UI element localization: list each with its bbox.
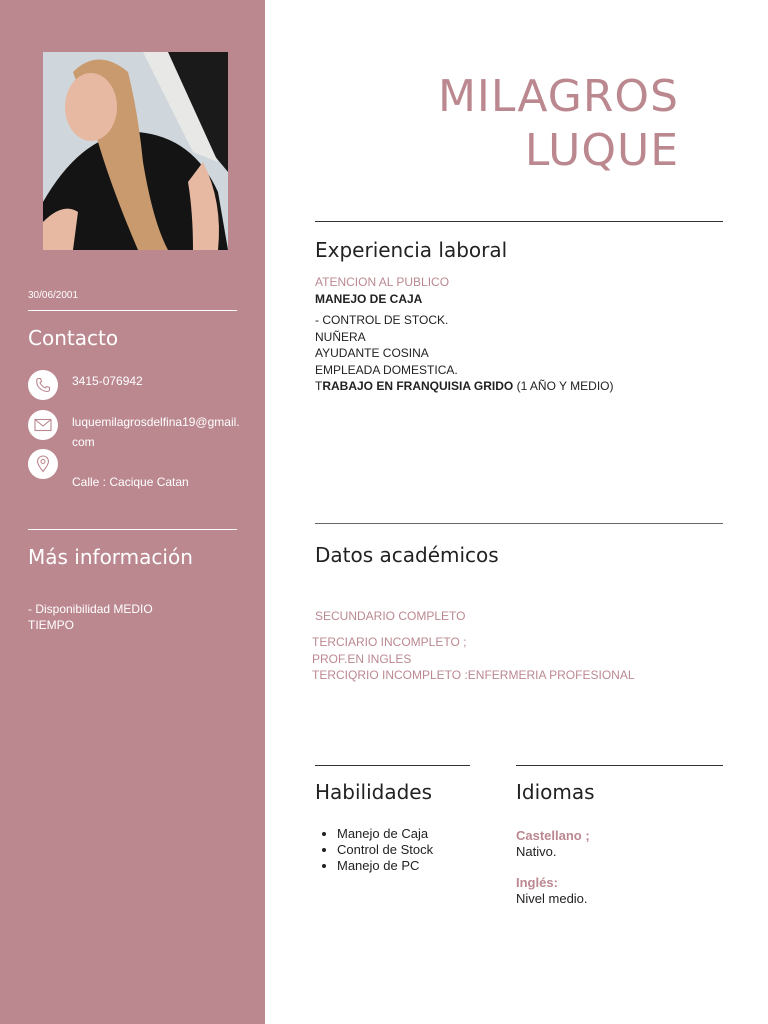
education-item: TERCIARIO INCOMPLETO ; [312,635,467,649]
last-name: LUQUE [524,125,679,176]
section-divider [315,221,723,222]
address: Calle : Cacique Catan [72,475,189,489]
experience-item: NUÑERA [315,329,366,344]
language-level: Nativo. [516,844,557,859]
experience-subtitle: ATENCION AL PUBLICO [315,275,450,289]
first-name: MILAGROS [437,71,679,122]
sidebar-divider [28,310,237,311]
experience-item-duration: (1 AÑO Y MEDIO) [513,379,614,393]
languages-heading: Idiomas [516,780,595,804]
profile-photo-illustration [43,52,228,250]
skills-heading: Habilidades [315,780,433,804]
skill-item: • Manejo de PC [337,858,433,874]
email-icon [28,410,58,440]
full-name [438,70,679,178]
availability-line-1: - Disponibilidad MEDIO [28,602,153,616]
language-name: Castellano ; [516,828,590,843]
phone-number[interactable]: 3415-076942 [72,374,143,388]
language-entry [516,828,590,860]
experience-item: - CONTROL DE STOCK. [315,313,449,327]
sidebar-divider [28,529,237,530]
skill-item: • Manejo de Caja [337,826,433,842]
availability-text [28,601,228,633]
skills-list [315,826,433,874]
experience-item: AYUDANTE COSINA [315,346,429,360]
skill-item: • Control de Stock [337,842,433,858]
contact-heading: Contacto [28,326,119,350]
availability-line-2: TIEMPO [28,618,75,632]
sidebar [0,0,265,1024]
experience-heading: Experiencia laboral [315,238,508,262]
phone-icon [28,370,58,400]
language-level: Nivel medio. [516,891,588,906]
section-divider [516,765,723,766]
education-item: PROF.EN INGLES [312,651,412,666]
education-heading: Datos académicos [315,543,499,567]
email-line-1: luquemilagrosdelfina19@gmail. [72,415,240,429]
experience-role: MANEJO DE CAJA [315,291,423,306]
location-pin-icon [28,449,58,479]
experience-item [315,378,735,395]
education-list [312,634,635,684]
language-name: Inglés: [516,875,558,890]
section-divider [315,523,723,524]
experience-item-initial: T [315,379,323,393]
email-address[interactable] [72,412,257,452]
experience-item: EMPLEADA DOMESTICA. [315,362,458,377]
experience-list [315,274,735,395]
education-item: TERCIQRIO INCOMPLETO :ENFERMERIA PROFESIONAL [312,668,635,682]
date-of-birth: 30/06/2001 [28,290,79,301]
education-item: SECUNDARIO COMPLETO [315,609,466,623]
section-divider [315,765,470,766]
email-line-2: com [72,435,95,449]
experience-item-bold: RABAJO EN FRANQUISIA GRIDO [322,379,514,393]
more-info-heading: Más información [28,545,193,569]
profile-photo [43,52,228,250]
language-entry [516,875,588,907]
